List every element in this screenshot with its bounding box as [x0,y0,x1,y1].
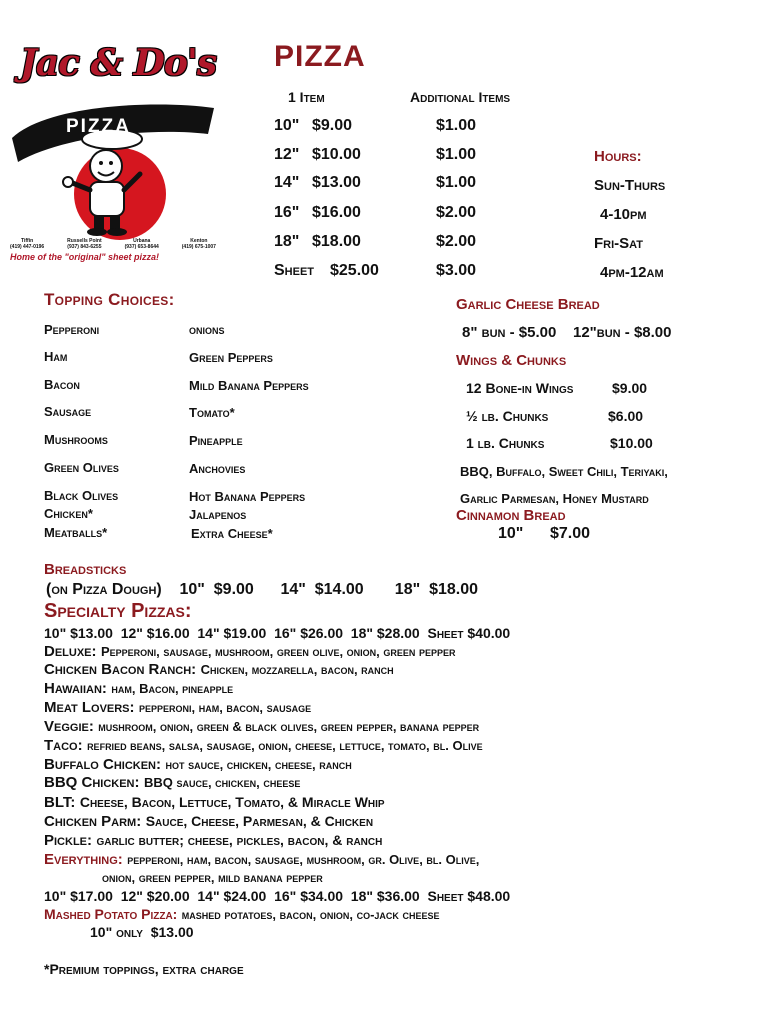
topping-item: Pineapple [189,433,243,448]
topping-item: Tomato* [189,405,235,420]
topping-item: Mushrooms [44,432,108,447]
specialty-prices: 10" $13.00 12" $16.00 14" $19.00 16" $26.00 18" $28.00 Sheet $40.00 [44,625,511,641]
garlic-bread-prices: 8" bun - $5.00 12"bun - $8.00 [462,324,672,341]
topping-item: Ham [44,349,68,364]
topping-item: Green Olives [44,460,119,475]
mashed-size: 10" only $13.00 [90,924,194,940]
specialty-item: Chicken Parm: Sauce, Cheese, Parmesan, & Chicken [44,813,374,830]
breadsticks-title: Breadsticks [44,561,127,578]
everything-desc: onion, green pepper, mild banana pepper [102,870,323,885]
pizza-price: $25.00 [330,262,379,279]
mashed-name: Mashed Potato Pizza: [44,906,178,922]
hours-line: 4pm-12am [600,264,664,281]
pizza-additional: $2.00 [436,233,477,250]
pizza-size: 14" [274,174,300,191]
logo [8,42,218,267]
pizza-price: $9.00 [312,117,353,134]
specialty-item: Buffalo Chicken: hot sauce, chicken, cheese, ranch [44,756,352,773]
pizza-price: $18.00 [312,233,361,250]
wings-item-name: ½ lb. Chunks [466,408,549,424]
pizza-size: 18" [274,233,300,250]
specialty-item: Meat Lovers: pepperoni, ham, bacon, sausage [44,699,312,716]
wings-title: Wings & Chunks [456,352,567,369]
topping-item: Hot Banana Peppers [189,489,306,504]
pizza-additional: $3.00 [436,262,477,279]
topping-item: Chicken* [44,506,93,521]
col-header-one-item: 1 Item [288,89,325,105]
garlic-bread-title: Garlic Cheese Bread [456,296,600,313]
specialty-item: BLT: Cheese, Bacon, Lettuce, Tomato, & Miracle Whip [44,794,385,811]
hours-line: Sun-Thurs [594,177,666,194]
pizza-additional: $1.00 [436,146,477,163]
pizza-additional: $1.00 [436,174,477,191]
pizza-price: $13.00 [312,174,361,191]
specialty-item: Hawaiian: ham, Bacon, pineapple [44,680,234,697]
topping-item: Jalapenos [189,507,247,522]
topping-item: Green Peppers [189,350,273,365]
cinnamon-price: $7.00 [550,525,591,542]
specialty-title: Specialty Pizzas: [44,600,192,622]
specialty-item: Taco: refried beans, salsa, sausage, onion, cheese, lettuce, tomato, bl. Olive [44,737,483,754]
location: Tiffin (419) 447-0196 [10,238,45,250]
wings-item-name: 12 Bone-in Wings [466,380,574,396]
hours-line: 4-10pm [600,206,647,223]
specialty-item: Veggie: mushroom, onion, green & black olives, green pepper, banana pepper [44,718,480,735]
pizza-price: $10.00 [312,146,361,163]
pizza-price: $16.00 [312,204,361,221]
pizza-additional: $2.00 [436,204,477,221]
topping-item: onions [189,322,225,337]
pizza-size: Sheet [274,262,315,279]
logo-title: Jac & Do's [19,42,217,84]
wings-item-price: $9.00 [612,380,648,396]
wings-item-price: $10.00 [610,435,653,451]
hours-title: Hours: [594,148,642,165]
everything-prices: 10" $17.00 12" $20.00 14" $24.00 16" $34.00 18" $36.00 Sheet $48.00 [44,888,511,904]
logo-tagline: Home of the "original" sheet pizza! [10,252,160,262]
cinnamon-title: Cinnamon Bread [456,507,566,524]
location: Urbana (937) 653-8644 [124,238,159,250]
toppings-title: Topping Choices: [44,290,175,309]
topping-item: Black Olives [44,488,119,503]
topping-item: Pepperoni [44,322,100,337]
wings-flavors: Garlic Parmesan, Honey Mustard [460,491,649,506]
wings-item-price: $6.00 [608,408,644,424]
specialty-item: BBQ Chicken: BBQ sauce, chicken, cheese [44,774,301,791]
location: Russells Point (937) 843-6255 [67,238,102,250]
breadsticks-prices: (on Pizza Dough) 10" $9.00 14" $14.00 18" $18.00 [46,581,479,598]
wings-flavors: BBQ, Buffalo, Sweet Chili, Teriyaki, [460,464,668,479]
specialty-item: Chicken Bacon Ranch: Chicken, mozzarella, bacon, ranch [44,661,394,678]
pizza-size: 16" [274,204,300,221]
hours-line: Fri-Sat [594,235,644,252]
topping-item: Meatballs* [44,525,108,540]
topping-item: Bacon [44,377,80,392]
everything-name: Everything: [44,851,123,868]
footnote: *Premium toppings, extra charge [44,961,244,977]
topping-item: Mild Banana Peppers [189,378,309,393]
pizza-size: 10" [274,117,300,134]
logo-subtitle: PIZZA [66,116,131,137]
topping-item: Anchovies [189,461,246,476]
logo-locations [10,238,216,250]
pizza-title: PIZZA [274,40,366,73]
topping-item: Extra Cheese* [191,526,273,541]
topping-item: Sausage [44,404,92,419]
everything-item: Everything: pepperoni, ham, bacon, sausage, mushroom, gr. Olive, bl. Olive, [44,851,480,868]
pizza-additional: $1.00 [436,117,477,134]
wings-item-name: 1 lb. Chunks [466,435,545,451]
mashed-item: Mashed Potato Pizza: mashed potatoes, bacon, onion, co-jack cheese [44,906,440,922]
pizza-size: 12" [274,146,300,163]
cinnamon-size: 10" [498,525,524,542]
location: Kenton (419) 675-1007 [181,238,216,250]
specialty-item: Pickle: garlic butter; cheese, pickles, bacon, & ranch [44,832,383,849]
col-header-additional: Additional Items [410,89,511,105]
specialty-item: Deluxe: Pepperoni, sausage, mushroom, green olive, onion, green pepper [44,643,456,660]
